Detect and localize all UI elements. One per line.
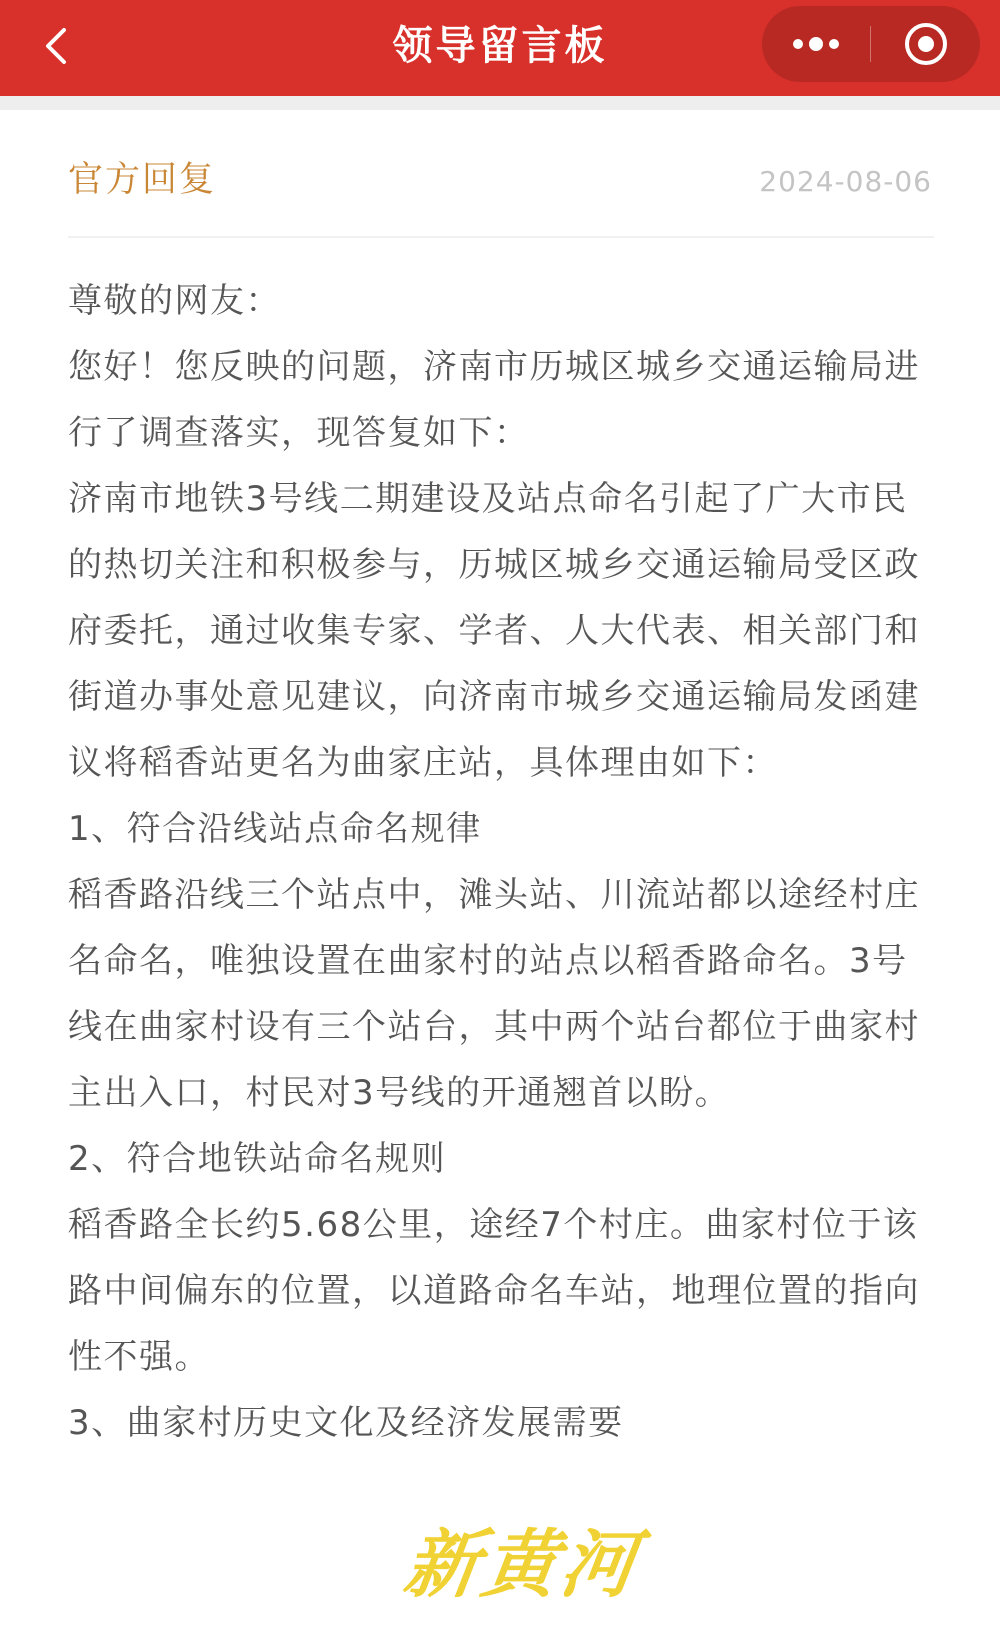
watermark-logo (388, 1486, 658, 1610)
reply-intro: 您好！您反映的问题，济南市历城区城乡交通运输局进行了调查落实，现答复如下： (68, 347, 920, 453)
mini-program-capsule (762, 6, 980, 82)
more-dots-icon (788, 34, 844, 54)
watermark-text: 新黄河 (399, 1522, 646, 1608)
close-button[interactable] (871, 6, 980, 82)
more-button[interactable] (762, 6, 870, 82)
reason-1-heading: 1、符合沿线站点命名规律 (68, 809, 482, 849)
reason-2-heading: 2、符合地铁站命名规则 (68, 1139, 447, 1179)
greeting: 尊敬的网友： (68, 281, 281, 321)
official-reply-label: 官方回复 (68, 160, 217, 200)
nav-bar (0, 0, 1000, 96)
reason-2-text: 稻香路全长约5.68公里，途经7个村庄。曲家村位于该路中间偏东的位置，以道路命名车站，地理位置的指向性不强。 (68, 1205, 920, 1377)
page-title: 领导留言板 (392, 23, 608, 69)
reply-date: 2024-08-06 (759, 165, 932, 198)
back-button[interactable] (28, 16, 88, 76)
reason-1-text: 稻香路沿线三个站点中，滩头站、川流站都以途经村庄名命名，唯独设置在曲家村的站点以稻香路命名。3号线在曲家村设有三个站台，其中两个站台都位于曲家村主出入口，村民对3号线的开通翘首以盼。 (68, 875, 920, 1113)
reason-3-heading: 3、曲家村历史文化及经济发展需要 (68, 1403, 624, 1443)
target-circle-icon (903, 21, 949, 67)
reply-background: 济南市地铁3号线二期建设及站点命名引起了广大市民的热切关注和积极参与，历城区城乡交通运输局受区政府委托，通过收集专家、学者、人大代表、相关部门和街道办事处意见建议，向济南市城乡交通运输局发函建议将稻香站更名为曲家庄站，具体理由如下： (68, 479, 920, 783)
nav-bar-shadow (0, 96, 1000, 110)
header-divider (68, 236, 934, 238)
chevron-left-icon (28, 16, 88, 76)
reply-body (68, 268, 934, 1456)
